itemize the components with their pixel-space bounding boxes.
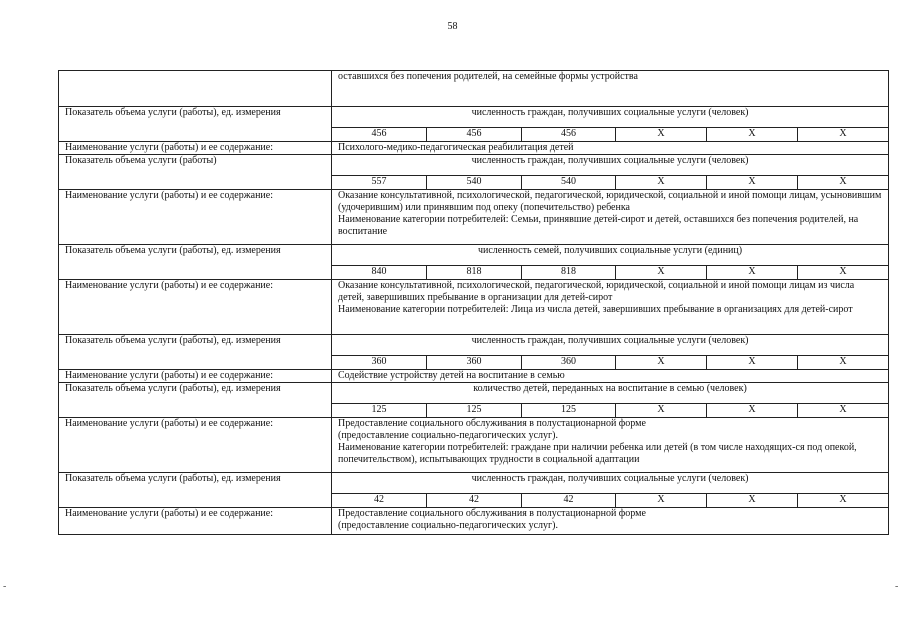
row-label: Показатель объема услуги (работы), ед. измерения <box>59 107 332 142</box>
value-cell: X <box>798 404 889 418</box>
row-label: Наименование услуги (работы) и ее содержание: <box>59 190 332 245</box>
service-description: Предоставление социального обслуживания в полустационарной форме (предоставление социально-педагогических услуг). Наименование категории потребителей: граждане при наличии ребенка или детей (в том числе находящих-ся под опекой, попечительством), испытывающих трудности в социальной адаптации <box>332 418 889 473</box>
services-table <box>58 70 889 535</box>
value-cell: 360 <box>522 356 616 370</box>
value-cell: X <box>798 266 889 280</box>
indicator-row <box>59 245 889 266</box>
indicator-name: численность граждан, получивших социальные услуги (человек) <box>332 473 889 494</box>
value-cell: X <box>798 128 889 142</box>
service-name-row <box>59 508 889 535</box>
row-label: Показатель объема услуги (работы), ед. измерения <box>59 383 332 418</box>
row-label: Показатель объема услуги (работы) <box>59 155 332 190</box>
row-label: Наименование услуги (работы) и ее содержание: <box>59 508 332 535</box>
service-description: Психолого-медико-педагогическая реабилитация детей <box>332 142 889 155</box>
indicator-name: численность граждан, получивших социальные услуги (человек) <box>332 107 889 128</box>
value-cell: 42 <box>427 494 522 508</box>
value-cell: X <box>616 266 707 280</box>
value-cell: X <box>798 176 889 190</box>
value-cell: 818 <box>522 266 616 280</box>
service-name-row <box>59 370 889 383</box>
value-cell: 557 <box>332 176 427 190</box>
value-cell: 42 <box>332 494 427 508</box>
indicator-name: численность граждан, получивших социальные услуги (человек) <box>332 155 889 176</box>
value-cell: X <box>707 128 798 142</box>
value-cell: 840 <box>332 266 427 280</box>
service-name-row <box>59 280 889 335</box>
service-description: Оказание консультативной, психологической, педагогической, юридической, социальной и иной помощи лицам из числа детей, завершивших пребывание в организации для детей-сирот Наименование категории потребителей: Лица из числа детей, завершивших пребывание в организациях для детей-сирот <box>332 280 889 335</box>
service-name-row <box>59 142 889 155</box>
value-cell: 818 <box>427 266 522 280</box>
indicator-row <box>59 107 889 128</box>
indicator-name: численность семей, получивших социальные услуги (единиц) <box>332 245 889 266</box>
row-label: Показатель объема услуги (работы), ед. измерения <box>59 335 332 370</box>
value-cell: 456 <box>332 128 427 142</box>
indicator-row <box>59 383 889 404</box>
indicator-row <box>59 155 889 176</box>
service-name-row <box>59 418 889 473</box>
service-name-row <box>59 71 889 107</box>
value-cell: X <box>616 356 707 370</box>
edge-mark-right: - <box>895 581 899 592</box>
row-label: Наименование услуги (работы) и ее содержание: <box>59 142 332 155</box>
value-cell: 42 <box>522 494 616 508</box>
service-description: Предоставление социального обслуживания в полустационарной форме (предоставление социально-педагогических услуг). <box>332 508 889 535</box>
value-cell: X <box>707 356 798 370</box>
value-cell: 456 <box>427 128 522 142</box>
indicator-name: количество детей, переданных на воспитание в семью (человек) <box>332 383 889 404</box>
value-cell: X <box>798 356 889 370</box>
value-cell: X <box>707 404 798 418</box>
indicator-row <box>59 473 889 494</box>
service-description: Содействие устройству детей на воспитание в семью <box>332 370 889 383</box>
value-cell: X <box>707 266 798 280</box>
row-label: Наименование услуги (работы) и ее содержание: <box>59 418 332 473</box>
value-cell: X <box>707 176 798 190</box>
value-cell: X <box>616 176 707 190</box>
value-cell: 456 <box>522 128 616 142</box>
value-cell: 125 <box>522 404 616 418</box>
row-label <box>59 71 332 107</box>
edge-mark-left: - <box>3 581 7 592</box>
service-description: Оказание консультативной, психологической, педагогической, юридической, социальной и иной помощи лицам, усыновившим (удочерившим) или принявшим под опеку (попечительство) ребенка Наименование категории потребителей: Семьи, принявшие детей-сирот и детей, оставшихся без попечения родителей, на воспитание <box>332 190 889 245</box>
value-cell: 360 <box>427 356 522 370</box>
value-cell: X <box>616 494 707 508</box>
row-label: Показатель объема услуги (работы), ед. измерения <box>59 473 332 508</box>
value-cell: 540 <box>522 176 616 190</box>
page-number: 58 <box>447 21 458 32</box>
indicator-row <box>59 335 889 356</box>
value-cell: X <box>798 494 889 508</box>
value-cell: 540 <box>427 176 522 190</box>
value-cell: X <box>616 128 707 142</box>
value-cell: 125 <box>332 404 427 418</box>
value-cell: 360 <box>332 356 427 370</box>
value-cell: X <box>707 494 798 508</box>
service-name-row <box>59 190 889 245</box>
row-label: Наименование услуги (работы) и ее содержание: <box>59 370 332 383</box>
value-cell: 125 <box>427 404 522 418</box>
indicator-name: численность граждан, получивших социальные услуги (человек) <box>332 335 889 356</box>
row-label: Показатель объема услуги (работы), ед. измерения <box>59 245 332 280</box>
service-description: оставшихся без попечения родителей, на семейные формы устройства <box>332 71 889 107</box>
row-label: Наименование услуги (работы) и ее содержание: <box>59 280 332 335</box>
value-cell: X <box>616 404 707 418</box>
